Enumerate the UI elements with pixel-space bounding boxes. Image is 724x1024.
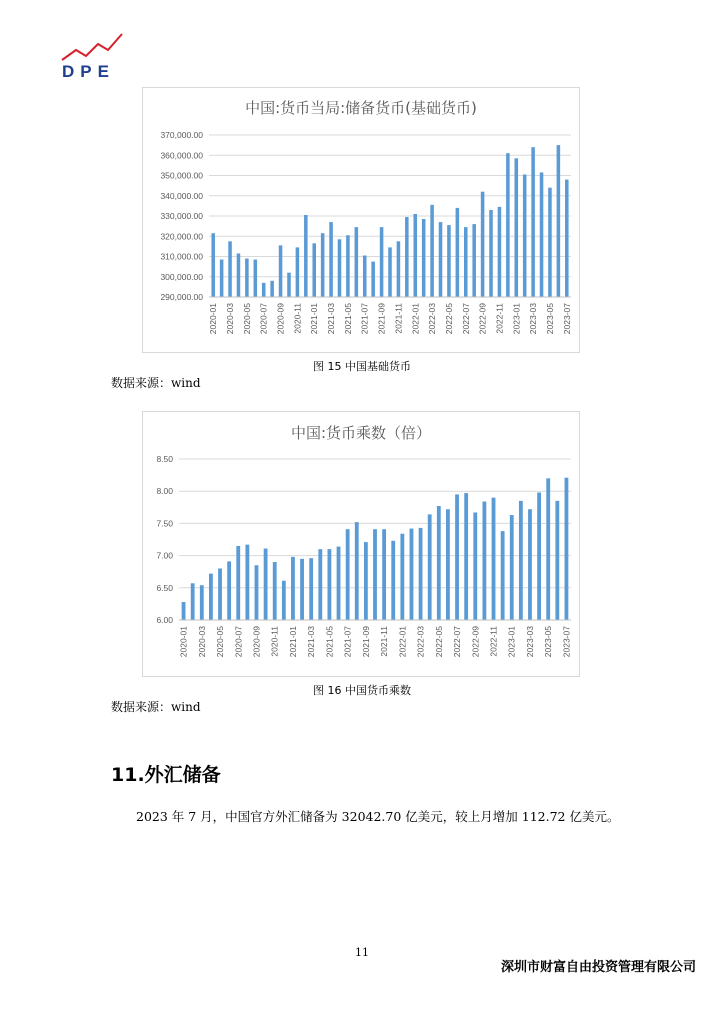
- x-tick-label: 2021-01: [309, 303, 320, 335]
- bar: [304, 215, 308, 297]
- bar: [455, 494, 459, 620]
- x-tick-label: 2023-05: [544, 303, 555, 335]
- bar: [447, 225, 451, 297]
- bar: [565, 180, 569, 297]
- bar: [321, 233, 325, 297]
- y-tick-label: 300,000.00: [160, 271, 203, 282]
- bar: [523, 174, 527, 297]
- bar: [501, 531, 505, 620]
- chart-title: 中国:货币乘数（倍）: [290, 424, 432, 442]
- x-tick-label: 2022-05: [443, 303, 454, 335]
- x-tick-label: 2020-07: [233, 626, 244, 658]
- bar: [329, 222, 333, 297]
- x-tick-label: 2023-05: [543, 626, 554, 658]
- x-tick-label: 2020-05: [241, 303, 252, 335]
- y-tick-label: 6.00: [156, 615, 173, 625]
- x-tick-label: 2022-03: [415, 626, 426, 658]
- bar: [300, 559, 304, 620]
- x-tick-label: 2020-03: [225, 303, 236, 335]
- bar: [510, 515, 514, 620]
- y-tick-label: 7.00: [156, 550, 173, 561]
- bar: [273, 562, 277, 620]
- y-tick-label: 7.50: [156, 518, 173, 529]
- bar: [209, 574, 213, 620]
- y-tick-label: 340,000.00: [160, 190, 203, 201]
- y-tick-label: 350,000.00: [160, 170, 203, 181]
- bar: [437, 506, 441, 620]
- page-number: 11: [355, 946, 369, 959]
- data-source: 数据来源：wind: [111, 376, 201, 390]
- x-tick-label: 2022-07: [452, 626, 463, 658]
- bar: [413, 214, 417, 297]
- bar: [446, 509, 450, 620]
- bar: [279, 245, 283, 297]
- y-tick-label: 360,000.00: [160, 150, 203, 161]
- bar: [282, 581, 286, 620]
- chart-title: 中国:货币当局:储备货币(基础货币): [245, 99, 477, 117]
- bar: [346, 235, 350, 297]
- bar: [422, 219, 426, 297]
- x-tick-label: 2021-11: [393, 303, 404, 334]
- bar: [464, 227, 468, 297]
- bar: [270, 281, 274, 297]
- x-tick-label: 2020-05: [215, 626, 226, 658]
- x-tick-label: 2022-07: [460, 303, 471, 335]
- bar: [537, 492, 541, 620]
- x-tick-label: 2021-03: [306, 626, 317, 658]
- x-tick-label: 2022-11: [494, 303, 505, 334]
- x-tick-label: 2020-09: [275, 303, 286, 335]
- x-tick-label: 2023-03: [528, 303, 539, 335]
- bar: [191, 583, 195, 620]
- bar: [481, 192, 485, 297]
- bar: [382, 529, 386, 620]
- bar: [245, 545, 249, 620]
- x-tick-label: 2020-03: [196, 626, 207, 658]
- bar: [391, 541, 395, 620]
- bar: [430, 205, 434, 297]
- bar: [291, 557, 295, 620]
- company-logo: [58, 30, 128, 80]
- x-tick-label: 2022-01: [397, 626, 408, 658]
- bar: [400, 534, 404, 620]
- x-tick-label: 2021-05: [342, 303, 353, 335]
- y-tick-label: 330,000.00: [160, 211, 203, 221]
- bar: [371, 262, 375, 297]
- bar: [388, 247, 392, 297]
- y-tick-label: 290,000.00: [160, 292, 203, 302]
- x-tick-label: 2023-07: [561, 303, 572, 335]
- x-tick-label: 2021-05: [324, 626, 335, 658]
- bar: [565, 478, 569, 620]
- x-tick-label: 2022-09: [477, 303, 488, 335]
- x-tick-label: 2020-09: [251, 626, 262, 658]
- logo-text: DPE: [62, 62, 115, 80]
- figure-caption: 图 16 中国货币乘数: [313, 684, 411, 697]
- bar: [264, 549, 268, 620]
- x-tick-label: 2021-07: [359, 303, 370, 335]
- x-tick-label: 2023-01: [511, 303, 522, 335]
- bar: [218, 568, 222, 620]
- bar: [236, 546, 240, 620]
- bar: [337, 547, 341, 620]
- monetary-base-chart: [142, 87, 580, 353]
- bar: [355, 227, 359, 297]
- bar: [419, 528, 423, 620]
- x-tick-label: 2023-01: [506, 626, 517, 658]
- bar: [515, 158, 519, 297]
- bar: [397, 241, 401, 297]
- bar: [548, 188, 552, 297]
- monetary-base-chart-svg: [143, 88, 579, 352]
- y-tick-label: 6.50: [156, 582, 173, 593]
- bar: [364, 542, 368, 620]
- bar: [492, 498, 496, 620]
- x-tick-label: 2022-03: [427, 303, 438, 335]
- x-tick-label: 2022-05: [433, 626, 444, 658]
- bar: [528, 509, 532, 620]
- bar: [540, 172, 544, 297]
- bar: [456, 208, 460, 297]
- y-tick-label: 8.00: [156, 486, 173, 497]
- x-tick-label: 2022-09: [470, 626, 481, 658]
- x-tick-label: 2021-03: [326, 303, 337, 335]
- bar: [220, 260, 224, 297]
- bar: [363, 255, 367, 297]
- x-tick-label: 2023-07: [561, 626, 572, 658]
- bar: [555, 501, 559, 620]
- bar: [296, 247, 300, 297]
- x-tick-label: 2021-09: [376, 303, 387, 335]
- bar: [200, 585, 204, 620]
- bar: [373, 529, 377, 620]
- data-source: 数据来源：wind: [111, 700, 201, 714]
- y-tick-label: 320,000.00: [160, 231, 203, 242]
- bar: [410, 529, 414, 620]
- y-tick-label: 310,000.00: [160, 251, 203, 262]
- x-tick-label: 2020-11: [292, 303, 303, 334]
- y-tick-label: 370,000.00: [160, 130, 203, 140]
- bar: [211, 233, 215, 297]
- bar: [228, 241, 232, 297]
- bar: [245, 259, 249, 297]
- x-tick-label: 2020-01: [178, 626, 189, 658]
- bar: [262, 283, 266, 297]
- x-tick-label: 2022-01: [410, 303, 421, 335]
- bar: [338, 239, 342, 297]
- bar: [464, 493, 468, 620]
- x-tick-label: 2021-01: [287, 626, 298, 658]
- figure-caption: 图 15 中国基础货币: [313, 360, 411, 373]
- x-tick-label: 2020-07: [258, 303, 269, 335]
- bar: [546, 478, 550, 620]
- bar: [346, 529, 350, 620]
- money-multiplier-chart-svg: [143, 412, 579, 676]
- bar: [482, 502, 486, 620]
- bar: [519, 501, 523, 620]
- bar: [312, 243, 316, 297]
- bar: [328, 549, 332, 620]
- bar: [472, 224, 476, 297]
- x-tick-label: 2023-03: [524, 626, 535, 658]
- section-heading: 11.外汇储备: [111, 764, 221, 786]
- bar: [405, 217, 409, 297]
- bar: [182, 602, 186, 620]
- logo-swoosh: [62, 34, 122, 60]
- bar: [227, 561, 231, 620]
- bar: [428, 514, 432, 620]
- section-paragraph: 2023 年 7 月，中国官方外汇储备为 32042.70 亿美元，较上月增加 112.72 亿美元。: [136, 809, 620, 824]
- bar: [557, 145, 561, 297]
- bar: [506, 153, 510, 297]
- money-multiplier-chart: [142, 411, 580, 677]
- bar: [439, 222, 443, 297]
- bar: [355, 522, 359, 620]
- x-tick-label: 2020-01: [208, 303, 219, 335]
- bar: [318, 549, 322, 620]
- bar: [237, 253, 241, 297]
- x-tick-label: 2021-07: [342, 626, 353, 658]
- bar: [309, 558, 313, 620]
- x-tick-label: 2020-11: [269, 626, 280, 657]
- bar: [255, 565, 259, 620]
- bar: [489, 210, 493, 297]
- bar: [473, 512, 477, 620]
- bar: [498, 207, 502, 297]
- x-tick-label: 2021-11: [379, 626, 390, 657]
- company-name: 深圳市财富自由投资管理有限公司: [500, 960, 696, 975]
- bar: [531, 147, 535, 297]
- x-tick-label: 2021-09: [360, 626, 371, 658]
- bar: [287, 273, 291, 297]
- bar: [254, 260, 258, 297]
- y-tick-label: 8.50: [156, 454, 173, 464]
- x-tick-label: 2022-11: [488, 626, 499, 657]
- bar: [380, 227, 384, 297]
